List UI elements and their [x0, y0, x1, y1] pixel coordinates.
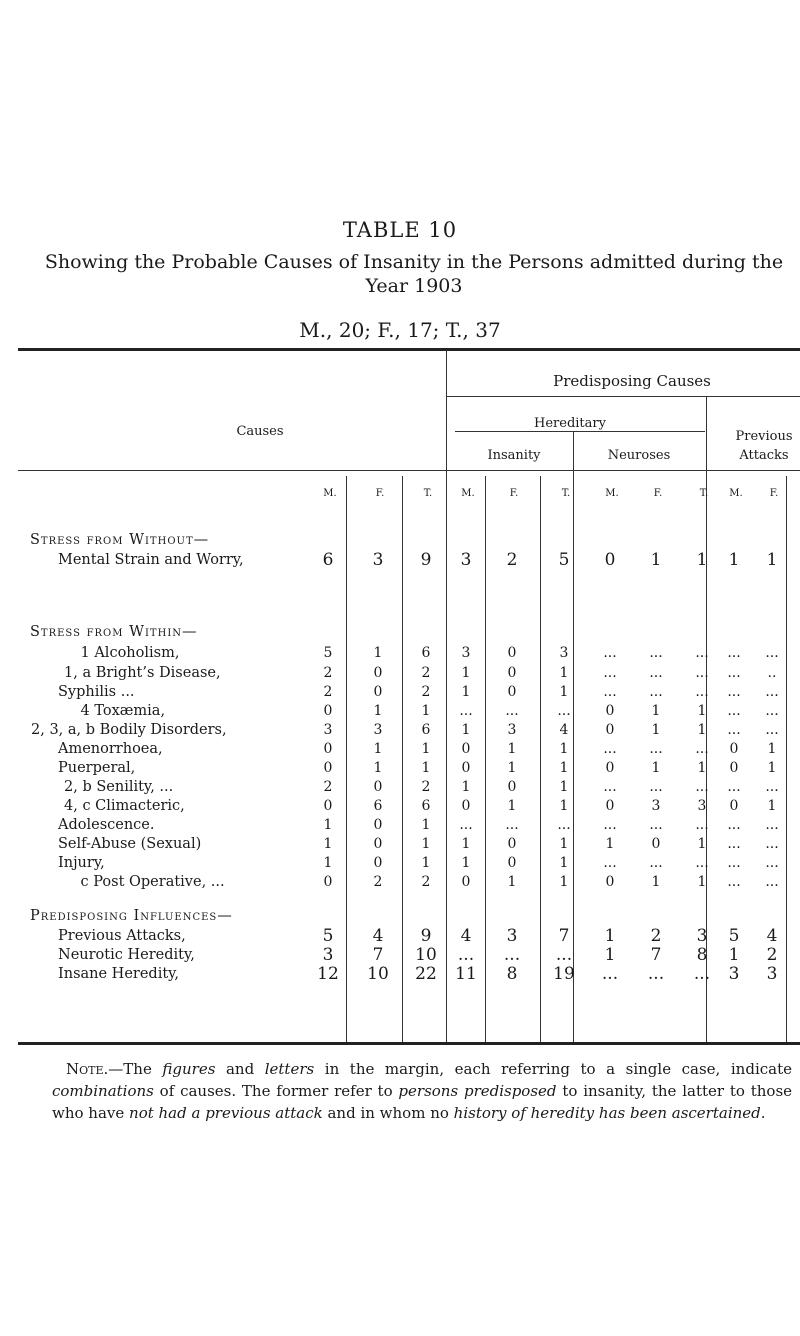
cell-t: 2 [421, 665, 431, 681]
cell-f: 7 [372, 945, 384, 965]
cell-nf: 1 [651, 722, 661, 738]
cell-it: 1 [559, 874, 569, 890]
row-label: 1 Alcoholism, [80, 645, 180, 661]
m-subheader: M. [729, 488, 743, 499]
cell-f: 0 [373, 779, 383, 795]
cell-pf: ... [765, 684, 779, 700]
cell-if: 1 [507, 741, 517, 757]
cell-pm: ... [727, 779, 741, 795]
f-subheader: F. [509, 488, 519, 499]
cell-nt: ... [695, 817, 709, 833]
cell-nf: ... [649, 684, 663, 700]
cell-f: 1 [373, 741, 383, 757]
cell-nm: ... [603, 741, 617, 757]
cell-nf: 2 [650, 926, 662, 946]
cell-nm: 0 [605, 760, 615, 776]
column-divider [540, 476, 541, 1042]
cell-m: 2 [323, 665, 333, 681]
cell-pf: 1 [766, 550, 778, 570]
cell-m: 0 [323, 760, 333, 776]
cell-im: 3 [460, 550, 472, 570]
cell-if: 0 [507, 836, 517, 852]
header-rule [446, 396, 800, 397]
cell-pm: ... [727, 836, 741, 852]
cell-m: 1 [323, 836, 333, 852]
cell-m: 2 [323, 684, 333, 700]
cell-if: 0 [507, 855, 517, 871]
cell-nt: ... [695, 665, 709, 681]
column-divider [402, 476, 403, 1042]
cell-if: 1 [507, 798, 517, 814]
cell-nf: 1 [651, 874, 661, 890]
t-subheader: T. [699, 488, 709, 499]
cell-im: 4 [460, 926, 472, 946]
cell-nt: 1 [697, 874, 707, 890]
row-label: c Post Operative, ... [80, 874, 225, 890]
cell-it: 1 [559, 760, 569, 776]
cell-f: 0 [373, 855, 383, 871]
cell-nf: 1 [651, 760, 661, 776]
cell-im: 1 [461, 836, 471, 852]
cell-pf: ... [765, 874, 779, 890]
cell-it: 1 [559, 836, 569, 852]
cell-nf: ... [649, 817, 663, 833]
cell-f: 1 [373, 760, 383, 776]
cell-pm: 0 [729, 760, 739, 776]
cell-im: 11 [455, 964, 477, 984]
f-subheader: F. [769, 488, 779, 499]
row-label: 4 Toxæmia, [80, 703, 166, 719]
row-label: Syphilis ... [58, 684, 135, 700]
cell-pf: ... [765, 703, 779, 719]
column-divider [346, 476, 347, 1042]
cell-nm: ... [603, 665, 617, 681]
t-subheader: T. [423, 488, 433, 499]
cell-m: 3 [322, 945, 334, 965]
cell-nf: 3 [651, 798, 661, 814]
row-label: 2, b Senility, ... [64, 779, 174, 795]
cell-f: 0 [373, 836, 383, 852]
cell-im: 1 [461, 855, 471, 871]
cell-nf: 1 [651, 703, 661, 719]
cell-nt: 8 [696, 945, 708, 965]
row-label: Insane Heredity, [58, 966, 180, 982]
cell-nm: ... [603, 779, 617, 795]
cell-f: 10 [367, 964, 389, 984]
cell-pm: 1 [728, 550, 740, 570]
hereditary-header: Hereditary [534, 416, 606, 431]
cell-pm: 0 [729, 741, 739, 757]
cell-nm: ... [603, 817, 617, 833]
cell-pm: 3 [728, 964, 740, 984]
cell-if: 8 [506, 964, 518, 984]
cell-m: 0 [323, 741, 333, 757]
cell-nm: 0 [605, 703, 615, 719]
cell-pf: ... [765, 855, 779, 871]
cell-t: 1 [421, 836, 431, 852]
admission-totals: M., 20; F., 17; T., 37 [299, 318, 501, 342]
cell-m: 5 [322, 926, 334, 946]
cell-nt: 3 [697, 798, 707, 814]
cell-im: 1 [461, 665, 471, 681]
cell-nf: ... [649, 855, 663, 871]
cell-t: 6 [421, 722, 431, 738]
cell-nm: 0 [605, 874, 615, 890]
cell-nt: 1 [696, 550, 708, 570]
t-subheader: T. [561, 488, 571, 499]
cell-pf: 1 [767, 741, 777, 757]
m-subheader: M. [461, 488, 475, 499]
cell-f: 1 [373, 645, 383, 661]
cell-nt: 1 [697, 836, 707, 852]
cell-f: 0 [373, 665, 383, 681]
cell-nf: ... [649, 779, 663, 795]
row-label: 4, c Climacteric, [64, 798, 185, 814]
cell-pm: ... [727, 645, 741, 661]
cell-m: 0 [323, 703, 333, 719]
cell-nf: ... [649, 665, 663, 681]
cell-m: 1 [323, 817, 333, 833]
cell-t: 6 [421, 645, 431, 661]
cell-t: 1 [421, 855, 431, 871]
cell-if: 0 [507, 665, 517, 681]
cell-pm: ... [727, 874, 741, 890]
cell-t: 1 [421, 703, 431, 719]
cell-nt: 3 [696, 926, 708, 946]
f-subheader: F. [653, 488, 663, 499]
cell-im: 0 [461, 874, 471, 890]
cell-pf: ... [765, 645, 779, 661]
row-label: 1, a Bright’s Disease, [64, 665, 221, 681]
cell-pm: 5 [728, 926, 740, 946]
cell-if: 3 [506, 926, 518, 946]
cell-if: 0 [507, 779, 517, 795]
cell-nt: ... [695, 645, 709, 661]
cell-it: ... [555, 945, 573, 965]
predisposing-causes-header: Predisposing Causes [553, 372, 711, 390]
cell-pf: 1 [767, 760, 777, 776]
cell-t: 10 [415, 945, 437, 965]
cell-pf: ... [765, 722, 779, 738]
cell-it: 1 [559, 798, 569, 814]
cell-m: 0 [323, 874, 333, 890]
cell-pm: 1 [728, 945, 740, 965]
cell-m: 6 [322, 550, 334, 570]
cell-im: ... [459, 703, 473, 719]
row-label: Previous Attacks, [58, 928, 186, 944]
cell-m: 1 [323, 855, 333, 871]
cell-f: 3 [372, 550, 384, 570]
cell-t: 2 [421, 874, 431, 890]
column-divider [485, 476, 486, 1042]
cell-nm: 1 [605, 836, 615, 852]
cell-nm: 0 [605, 722, 615, 738]
cell-nf: ... [647, 964, 665, 984]
cell-nm: ... [603, 855, 617, 871]
row-label: Puerperal, [58, 760, 136, 776]
cell-pm: ... [727, 855, 741, 871]
cell-it: 19 [553, 964, 575, 984]
cell-if: 2 [506, 550, 518, 570]
cell-f: 1 [373, 703, 383, 719]
cell-nm: 0 [605, 798, 615, 814]
cell-im: 0 [461, 741, 471, 757]
cell-m: 12 [317, 964, 339, 984]
cell-it: 1 [559, 684, 569, 700]
cell-im: 1 [461, 684, 471, 700]
cell-nt: ... [695, 684, 709, 700]
row-label: Mental Strain and Worry, [58, 552, 244, 568]
table-title: TABLE 10 [342, 218, 458, 242]
header-rule [455, 431, 705, 432]
cell-f: 2 [373, 874, 383, 890]
row-label: Amenorrhoea, [58, 741, 163, 757]
cell-nf: 0 [651, 836, 661, 852]
cell-f: 3 [373, 722, 383, 738]
cell-nm: 0 [604, 550, 616, 570]
row-label: Injury, [58, 855, 105, 871]
table-note: Note.—The figures and letters in the margin, each referring to a single case, indicate combinations of causes. The former refer to persons predisposed to insanity, the latter to those who have not had a previous attack and in whom no history of heredity has been ascertained. [52, 1060, 793, 1122]
cell-nf: ... [649, 741, 663, 757]
cell-if: 3 [507, 722, 517, 738]
cell-m: 3 [323, 722, 333, 738]
cell-t: 1 [421, 741, 431, 757]
table-top-rule [18, 348, 800, 351]
cell-nm: ... [603, 684, 617, 700]
cell-it: ... [557, 703, 571, 719]
cell-if: ... [505, 817, 519, 833]
cell-pm: ... [727, 684, 741, 700]
cell-pm: 0 [729, 798, 739, 814]
cell-pm: ... [727, 722, 741, 738]
cell-t: 2 [421, 779, 431, 795]
cell-it: 7 [558, 926, 570, 946]
cell-f: 0 [373, 817, 383, 833]
cell-if: 1 [507, 874, 517, 890]
cell-im: 0 [461, 798, 471, 814]
cell-it: 1 [559, 665, 569, 681]
cell-nf: 1 [650, 550, 662, 570]
cell-f: 6 [373, 798, 383, 814]
cell-pf: 3 [766, 964, 778, 984]
cell-nm: ... [603, 645, 617, 661]
header-rule [18, 470, 800, 471]
cell-nf: 7 [650, 945, 662, 965]
cell-pm: ... [727, 665, 741, 681]
cell-m: 2 [323, 779, 333, 795]
cell-nt: ... [695, 779, 709, 795]
cell-f: 0 [373, 684, 383, 700]
causes-header: Causes [236, 424, 284, 439]
cell-pf: 2 [766, 945, 778, 965]
m-subheader: M. [605, 488, 619, 499]
cell-t: 9 [420, 926, 432, 946]
cell-if: 1 [507, 760, 517, 776]
cell-nt: 1 [697, 760, 707, 776]
cell-if: ... [505, 703, 519, 719]
cell-pm: ... [727, 817, 741, 833]
cell-if: 0 [507, 645, 517, 661]
row-label: Adolescence. [58, 817, 155, 833]
cell-nm: 1 [604, 945, 616, 965]
cell-t: 2 [421, 684, 431, 700]
cell-nf: ... [649, 645, 663, 661]
cell-im: 3 [461, 645, 471, 661]
cell-m: 5 [323, 645, 333, 661]
cell-it: 1 [559, 741, 569, 757]
f-subheader: F. [375, 488, 385, 499]
cell-im: ... [457, 945, 475, 965]
cell-if: ... [503, 945, 521, 965]
cell-if: 0 [507, 684, 517, 700]
cell-it: 5 [558, 550, 570, 570]
cell-im: ... [459, 817, 473, 833]
cell-it: 3 [559, 645, 569, 661]
cell-pf: 4 [766, 926, 778, 946]
cell-it: 1 [559, 855, 569, 871]
cell-pf: 1 [767, 798, 777, 814]
row-label: 2, 3, a, b Bodily Disorders, [31, 722, 227, 738]
row-label: Self-Abuse (Sexual) [58, 836, 202, 852]
table-bottom-rule [18, 1042, 800, 1045]
cell-it: 1 [559, 779, 569, 795]
neuroses-header: Neuroses [607, 448, 671, 463]
cell-t: 9 [420, 550, 432, 570]
row-label: Neurotic Heredity, [58, 947, 195, 963]
cell-t: 1 [421, 817, 431, 833]
column-divider [446, 350, 447, 1042]
cell-t: 1 [421, 760, 431, 776]
cell-nt: ... [695, 855, 709, 871]
m-subheader: M. [323, 488, 337, 499]
cell-f: 4 [372, 926, 384, 946]
cell-pf: ... [765, 836, 779, 852]
cell-nt: ... [693, 964, 711, 984]
section-stress-within: Stress from Within— [30, 624, 198, 640]
cell-pm: ... [727, 703, 741, 719]
cell-nt: ... [695, 741, 709, 757]
insanity-header: Insanity [487, 448, 541, 463]
table-subtitle: Showing the Probable Causes of Insanity in the Persons admitted during the Year 1903 [44, 251, 784, 297]
cell-im: 1 [461, 779, 471, 795]
cell-it: 4 [559, 722, 569, 738]
cell-it: ... [557, 817, 571, 833]
cell-im: 1 [461, 722, 471, 738]
previous-attacks-header: Previous Attacks [735, 429, 793, 463]
cell-pf: .. [767, 665, 777, 681]
cell-t: 22 [415, 964, 437, 984]
cell-pf: ... [765, 779, 779, 795]
cell-t: 6 [421, 798, 431, 814]
cell-m: 0 [323, 798, 333, 814]
cell-nt: 1 [697, 722, 707, 738]
cell-pf: ... [765, 817, 779, 833]
section-stress-without: Stress from Without— [30, 532, 210, 548]
cell-nm: 1 [604, 926, 616, 946]
cell-nt: 1 [697, 703, 707, 719]
section-predisposing: Predisposing Influences— [30, 908, 233, 924]
cell-nm: ... [601, 964, 619, 984]
cell-im: 0 [461, 760, 471, 776]
